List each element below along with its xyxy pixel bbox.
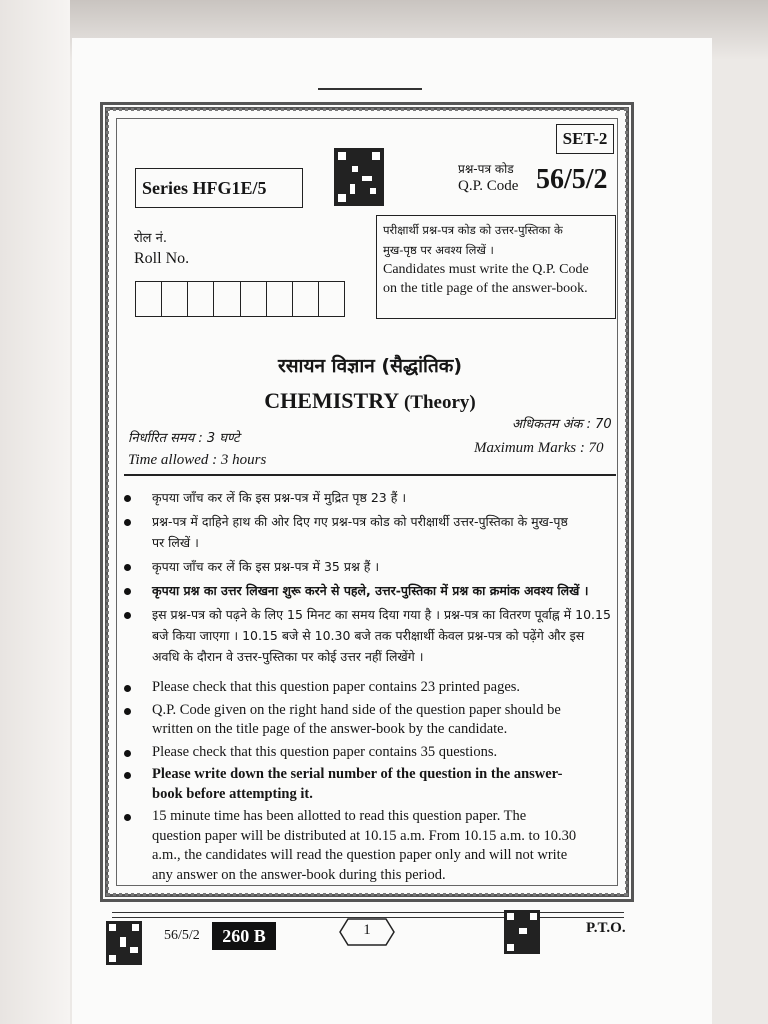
english-instruction-line: written on the title page of the answer-book by the candidate.	[152, 721, 508, 737]
bullet-icon	[124, 750, 131, 757]
qp-code-hindi: प्रश्न-पत्र कोड	[458, 162, 514, 176]
english-instruction-line: a.m., the candidates will read the question paper only and will not write	[152, 847, 568, 863]
roll-digit-box[interactable]	[292, 282, 318, 316]
roll-digit-box[interactable]	[266, 282, 292, 316]
time-hindi: निर्धारित समय : 3 घण्टे	[128, 431, 240, 446]
notice-box	[376, 215, 616, 319]
notice-hindi-line-1: परीक्षार्थी प्रश्न-पत्र कोड को उत्तर-पुस्तिका के	[383, 223, 563, 237]
english-instruction-line: book before attempting it.	[152, 785, 313, 802]
footer-code: 56/5/2	[164, 928, 200, 943]
hindi-instruction-line: कृपया प्रश्न का उत्तर लिखना शुरू करने से पहले, उत्तर-पुस्तिका में प्रश्न का क्रमांक अवश्य लिखें ।	[152, 583, 589, 598]
hindi-instruction-line: अवधि के दौरान वे उत्तर-पुस्तिका पर कोई उत्तर नहीं लिखेंगे ।	[152, 649, 424, 664]
bullet-icon	[124, 588, 131, 595]
english-instruction-line: Please write down the serial number of the question in the answer-	[152, 766, 563, 782]
set-label: SET-2	[562, 129, 608, 148]
roll-digit-box[interactable]	[240, 282, 266, 316]
notice-en-line-2: on the title page of the answer-book.	[383, 281, 588, 296]
bullet-icon	[124, 685, 131, 692]
bullet-icon	[124, 519, 131, 526]
title-theory: (Theory)	[399, 392, 476, 413]
english-instruction-line: Please check that this question paper contains 35 questions.	[152, 743, 498, 760]
roll-number-boxes[interactable]	[135, 281, 345, 317]
hindi-instruction-line: कृपया जाँच कर लें कि इस प्रश्न-पत्र में 35 प्रश्न हैं ।	[152, 559, 380, 574]
roll-digit-box[interactable]	[318, 282, 344, 316]
time-en: Time allowed : 3 hours	[128, 452, 267, 468]
top-rule	[318, 88, 422, 90]
qp-code-label: Q.P. Code	[458, 178, 519, 194]
qp-code-value: 56/5/2	[536, 164, 608, 195]
section-rule	[124, 474, 616, 476]
title-hindi: रसायन विज्ञान (सैद्धांतिक)	[277, 355, 463, 377]
batch-badge	[212, 922, 276, 950]
bullet-icon	[124, 612, 131, 619]
barcode-icon	[106, 921, 142, 965]
bullet-icon	[124, 495, 131, 502]
title-subject: CHEMISTRY	[264, 388, 400, 413]
photo-background-left	[0, 0, 70, 1024]
series-label: Series HFG1E/5	[142, 178, 267, 198]
roll-digit-box[interactable]	[161, 282, 187, 316]
series-box	[135, 168, 303, 208]
english-instruction-line: Q.P. Code given on the right hand side of the question paper should be	[152, 701, 561, 718]
hindi-instruction-line: इस प्रश्न-पत्र को पढ़ने के लिए 15 मिनट का समय दिया गया है । प्रश्न-पत्र का वितरण पूर्वाह्न में 10.15	[152, 607, 611, 622]
roll-digit-box[interactable]	[187, 282, 213, 316]
roll-label: Roll No.	[134, 250, 190, 267]
english-instruction-line: 15 minute time has been allotted to read this question paper. The	[152, 808, 527, 824]
title-english	[0, 388, 740, 414]
page-number: 1	[363, 922, 371, 938]
roll-digit-box[interactable]	[213, 282, 239, 316]
english-instruction-line: Please check that this question paper contains 23 printed pages.	[152, 679, 521, 695]
qr-code-icon	[334, 148, 384, 206]
bullet-icon	[124, 564, 131, 571]
batch-label: 260 B	[222, 926, 266, 946]
footer-qr-code-icon	[504, 910, 540, 954]
set-box	[556, 124, 614, 154]
bullet-icon	[124, 814, 131, 821]
hindi-instruction-line: कृपया जाँच कर लें कि इस प्रश्न-पत्र में मुद्रित पृष्ठ 23 हैं ।	[152, 490, 407, 505]
english-instruction-line: any answer on the answer-book during this period.	[152, 866, 446, 883]
roll-digit-box[interactable]	[136, 282, 161, 316]
hindi-instruction-line: प्रश्न-पत्र में दाहिने हाथ की ओर दिए गए प्रश्न-पत्र कोड को परीक्षार्थी उत्तर-पुस्तिका के मुख-पृष्ठ	[152, 514, 568, 529]
notice-hindi-line-2: मुख-पृष्ठ पर अवश्य लिखें ।	[383, 243, 494, 257]
marks-en: Maximum Marks : 70	[474, 440, 604, 456]
roll-hindi: रोल नं.	[134, 231, 167, 246]
english-instruction-line: question paper will be distributed at 10.15 a.m. From 10.15 a.m. to 10.30	[152, 827, 577, 844]
notice-en-line-1: Candidates must write the Q.P. Code	[383, 262, 589, 277]
bullet-icon	[124, 772, 131, 779]
pto-label: P.T.O.	[586, 920, 626, 936]
hindi-instruction-line: पर लिखें ।	[152, 535, 199, 550]
hindi-instruction-line: बजे किया जाएगा । 10.15 बजे से 10.30 बजे तक परीक्षार्थी केवल प्रश्न-पत्र को पढ़ेंगे और इस	[152, 628, 585, 643]
marks-hindi: अधिकतम अंक : 70	[512, 417, 612, 432]
bullet-icon	[124, 708, 131, 715]
